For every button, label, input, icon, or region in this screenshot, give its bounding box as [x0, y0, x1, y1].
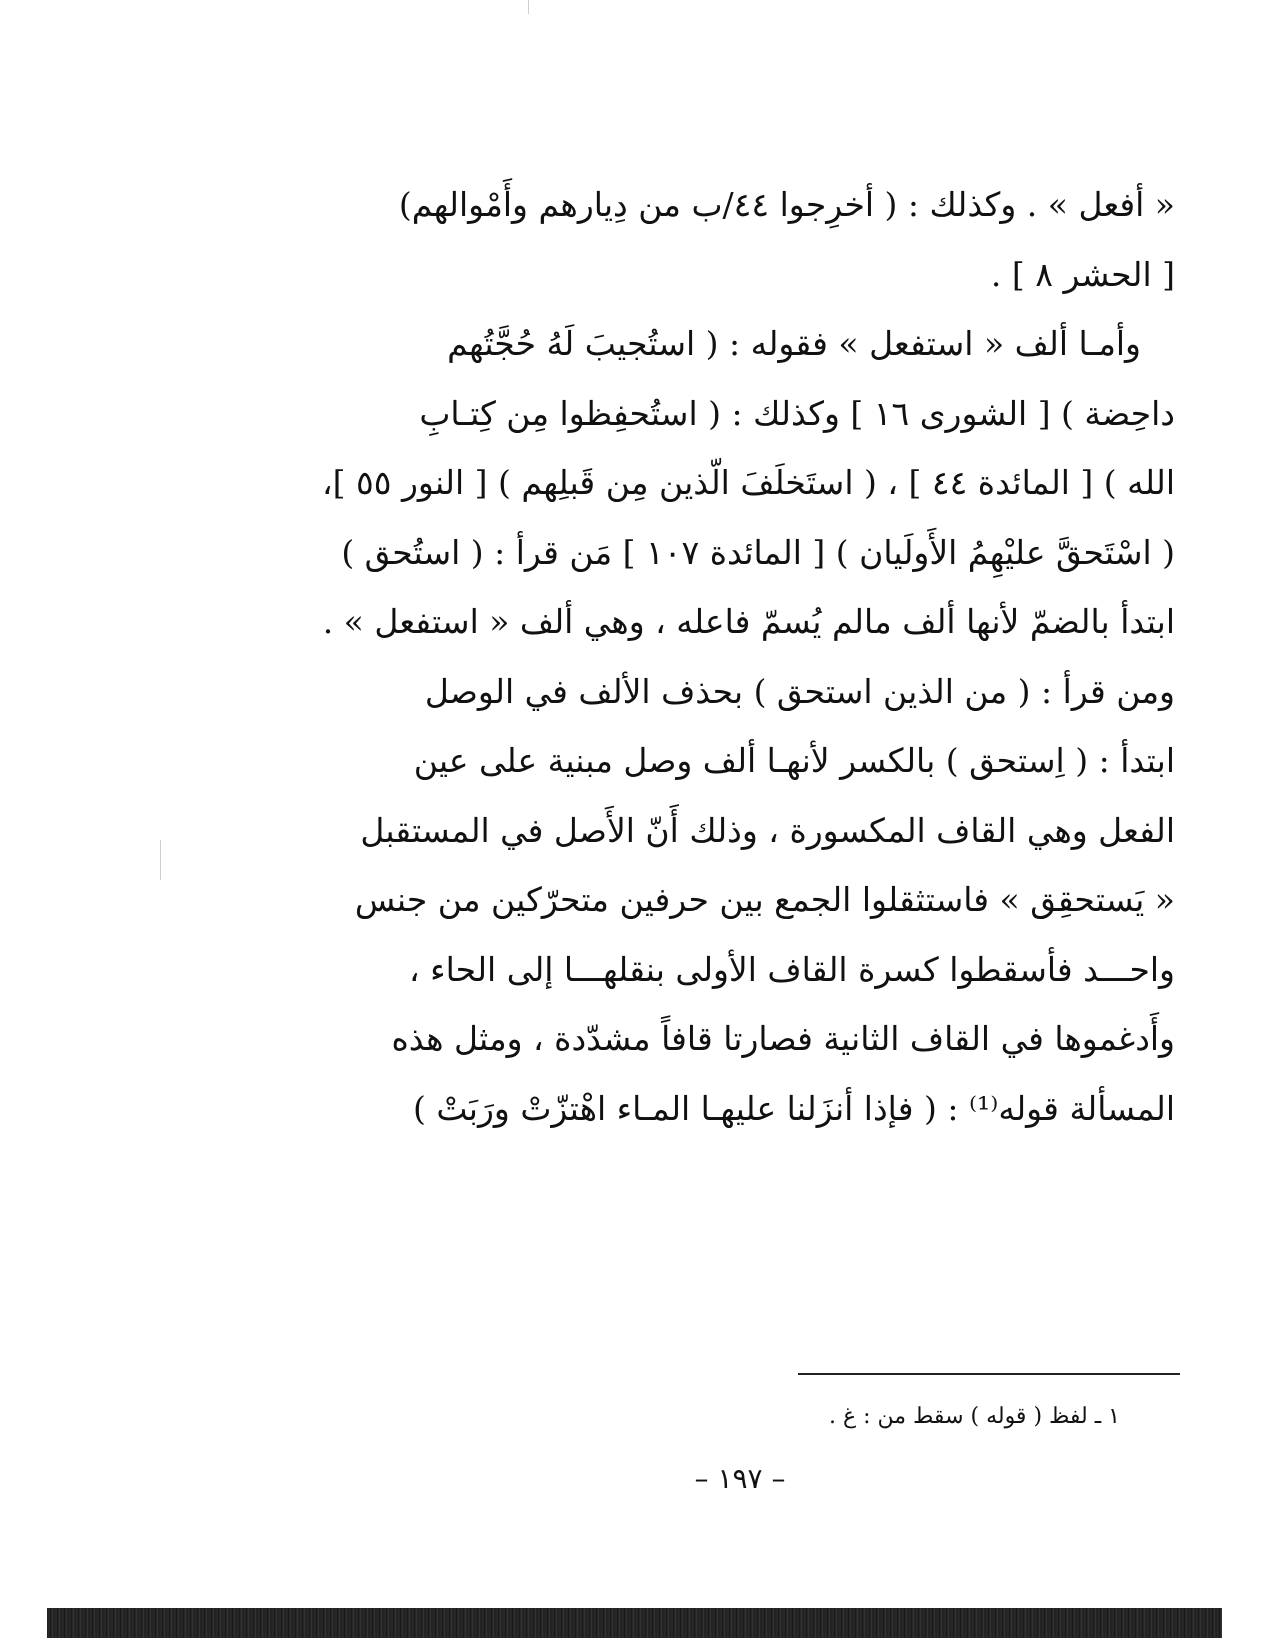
text-line: « أفعل » . وكذلك : ( أخرِجوا ٤٤/ب من دِيارهم وأَمْوالهم): [398, 185, 1175, 224]
text-line: وأَدغموها في القاف الثانية فصارتا قافاً مشدّدة ، ومثل هذه: [391, 1019, 1175, 1058]
page-number: – ١٩٧ –: [694, 1462, 786, 1495]
scan-artifact: [528, 0, 529, 14]
footnote-divider: [798, 1373, 1180, 1375]
text-line: الفعل وهي القاف المكسورة ، وذلك أَنّ الأَصل في المستقبل: [360, 810, 1175, 850]
text-line: « يَستحقِق » فاستثقلوا الجمع بين حرفين متحرّكين من جنس: [354, 880, 1175, 919]
text-line: ومن قرأ : ( من الذين استحق ) بحذف الألف في الوصل: [424, 671, 1175, 711]
text-line: وأمـا ألف « استفعل » فقوله : ( استُجيبَ لَهُ حُجَّتُهم: [447, 324, 1141, 363]
body-text: [322, 170, 1175, 1143]
scan-artifact: [160, 840, 161, 880]
text-line: الله ) [ المائدة ٤٤ ] ، ( استَخلَفَ الّذين مِن قَبلِهم ) [ النور ٥٥ ]،: [322, 463, 1175, 502]
text-line: المسألة قوله⁽¹⁾ : ( فإذا أنزَلنا عليهـا المـاء اهْتزّتْ ورَبَتْ ): [413, 1088, 1175, 1128]
footnote: ١ ـ لفظ ( قوله ) سقط من : غ .: [829, 1404, 1120, 1429]
text-line: ابتدأ بالضمّ لأنها ألف مالم يُسمّ فاعله ، وهي ألف « استفعل » .: [322, 602, 1175, 641]
text-line: ( اسْتَحقَّ عليْهِمُ الأَولَيان ) [ المائدة ١٠٧ ] مَن قرأ : ( استُحق ): [341, 532, 1175, 572]
text-line: [ الحشر ٨ ] .: [990, 254, 1175, 294]
text-line: ابتدأ : ( اِستحق ) بالكسر لأنهـا ألف وصل مبنية على عين: [413, 741, 1175, 780]
scan-edge-band: [47, 1608, 1222, 1638]
text-line: واحـــد فأسقطوا كسرة القاف الأولى بنقلهـــا إلى الحاء ،: [408, 949, 1175, 989]
text-line: داحِضة ) [ الشورى ١٦ ] وكذلك : ( استُحفِظوا مِن كِتـابِ: [419, 393, 1175, 433]
